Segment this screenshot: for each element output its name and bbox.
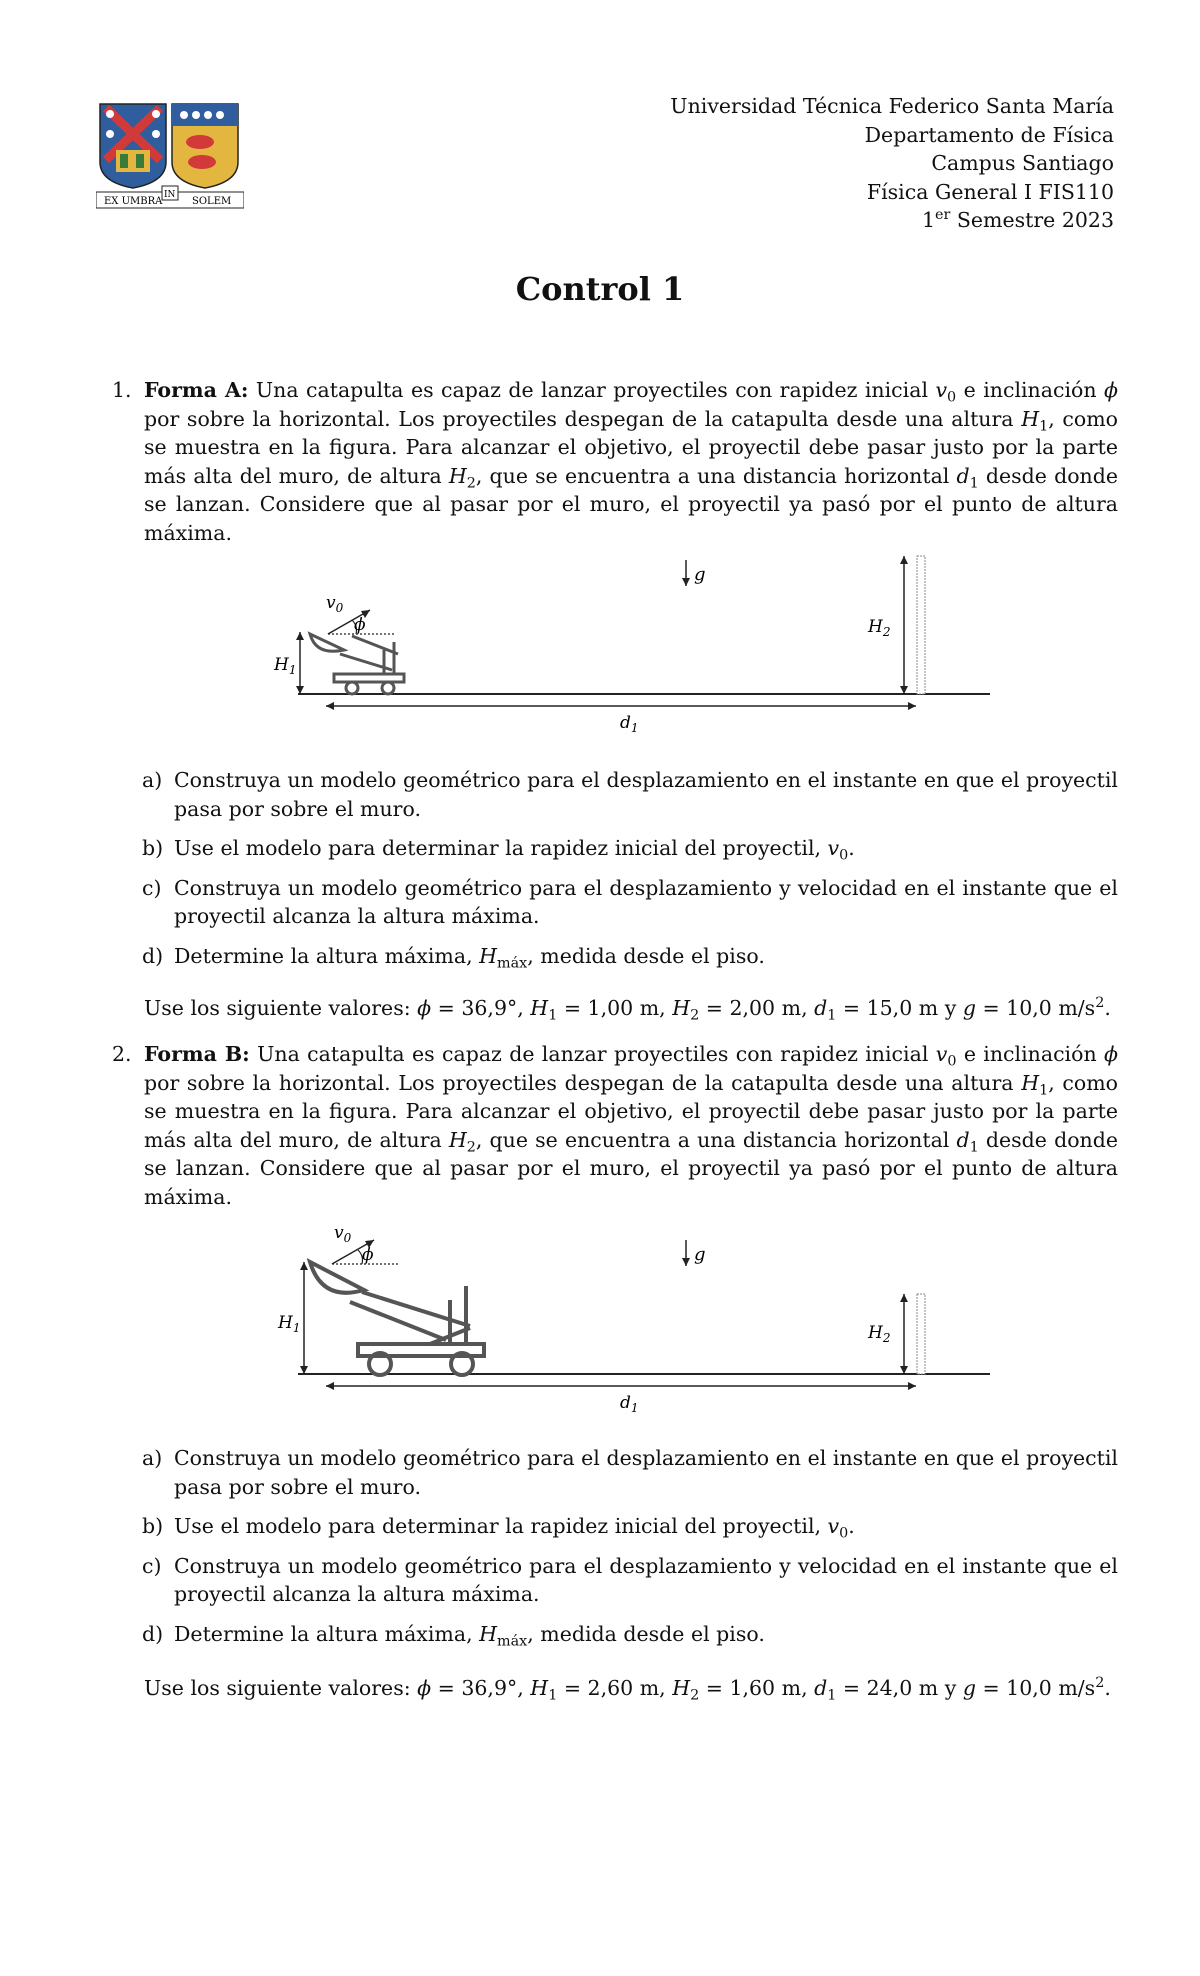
form-label: Forma B: xyxy=(144,1042,250,1066)
svg-text:SOLEM: SOLEM xyxy=(192,196,232,207)
part-a: a) Construya un modelo geométrico para el desplazamiento en el instante en que el proyectil pasa por sobre el muro. xyxy=(142,768,1118,821)
part-c: c) Construya un modelo geométrico para el desplazamiento y velocidad en el instante que el proyectil alcanza la altura máxima. xyxy=(142,875,1118,928)
label-g: g xyxy=(694,1244,706,1265)
part-c: c) Construya un modelo geométrico para el desplazamiento y velocidad en el instante que el proyectil alcanza la altura máxima. xyxy=(142,1553,1118,1606)
problem-2-parts xyxy=(142,1444,1118,1659)
part-d: d) Determine la altura máxima, $H_{máx}$, medida desde el piso. xyxy=(142,1621,765,1649)
part-a: a) Construya un modelo geométrico para el desplazamiento en el instante en que el proyectil pasa por sobre el muro. xyxy=(142,1446,1118,1499)
wall-icon xyxy=(917,1294,925,1374)
problem-statement: Forma A: Una catapulta es capaz de lanzar proyectiles con rapidez inicial $v_0$ e inclinación ϕ por sobre la horizontal. Los proyectiles despegan de la catapulta desde una altura $H_1$, como se muestra en la figura. Para alcanzar el objetivo, el proyectil debe pasar justo por la parte más alta del muro, de altura $H_2$, que se encuentra a una distancia horizontal $d_1$ desde donde se lanzan. Considere que al pasar por el muro, el proyectil ya pasó por el punto de altura máxima. xyxy=(144,378,1118,545)
problem-statement: Forma B: Una catapulta es capaz de lanzar proyectiles con rapidez inicial $v_0$ e inclinación ϕ por sobre la horizontal. Los proyectiles despegan de la catapulta desde una altura $H_1$, como se muestra en la figura. Para alcanzar el objetivo, el proyectil debe pasar justo por la parte más alta del muro, de altura $H_2$, que se encuentra a una distancia horizontal $d_1$ desde donde se lanzan. Considere que al pasar por el muro, el proyectil ya pasó por el punto de altura máxima. xyxy=(144,1042,1118,1209)
label-v0: $v_0$ xyxy=(334,1223,352,1245)
form-label: Forma A: xyxy=(144,378,249,402)
part-b: b) Use el modelo para determinar la rapidez inicial del proyectil, $v_0$. xyxy=(142,836,855,864)
figure-catapult-b xyxy=(270,1218,1000,1418)
svg-text:EX UMBRA: EX UMBRA xyxy=(104,196,163,207)
problem-1-parts xyxy=(142,766,1118,981)
part-b: b) Use el modelo para determinar la rapidez inicial del proyectil, $v_0$. xyxy=(142,1514,855,1542)
label-h2: $H_2$ xyxy=(868,617,891,639)
problem-2-values: Use los siguiente valores: ϕ = 36,9°, $H_1 = 2,60$ m, $H_2 = 1,60$ m, $d_1 = 24,0$ m y g = 10,0 $m/s^2$. xyxy=(144,1675,1111,1704)
department-name: Departamento de Física xyxy=(864,122,1114,147)
problem-1-values: Use los siguiente valores: ϕ = 36,9°, $H_1 = 1,00$ m, $H_2 = 2,00$ m, $d_1 = 15,0$ m y g = 10,0 $m/s^2$. xyxy=(144,995,1111,1024)
campus-name: Campus Santiago xyxy=(931,151,1114,175)
problem-number: 1. xyxy=(112,378,132,402)
label-v0: $v_0$ xyxy=(326,593,344,615)
problem-1 xyxy=(112,376,1118,547)
problem-2 xyxy=(112,1040,1118,1211)
label-h1: $H_1$ xyxy=(274,655,297,677)
label-d1: $d_1$ xyxy=(620,1393,639,1415)
course-name: Física General I FIS110 xyxy=(866,179,1114,204)
label-h2: $H_2$ xyxy=(868,1323,891,1345)
university-crest-logo xyxy=(96,100,244,212)
problem-number: 2. xyxy=(112,1042,132,1066)
page-title: Control 1 xyxy=(515,270,685,308)
part-d: d) Determine la altura máxima, $H_{máx}$, medida desde el piso. xyxy=(142,943,765,971)
label-phi: ϕ xyxy=(362,1245,374,1265)
label-phi: ϕ xyxy=(354,615,366,635)
svg-text:IN: IN xyxy=(164,190,176,200)
university-name: Universidad Técnica Federico Santa María xyxy=(670,94,1114,118)
label-g: g xyxy=(694,564,706,585)
wall-icon xyxy=(917,556,925,694)
catapult-icon xyxy=(310,634,404,694)
semester: 1er Semestre 2023 xyxy=(921,207,1114,232)
label-h1: $H_1$ xyxy=(278,1313,301,1335)
figure-catapult-a xyxy=(270,550,1000,740)
catapult-icon xyxy=(310,1262,484,1375)
label-d1: $d_1$ xyxy=(620,713,639,735)
header-block xyxy=(670,92,1114,235)
